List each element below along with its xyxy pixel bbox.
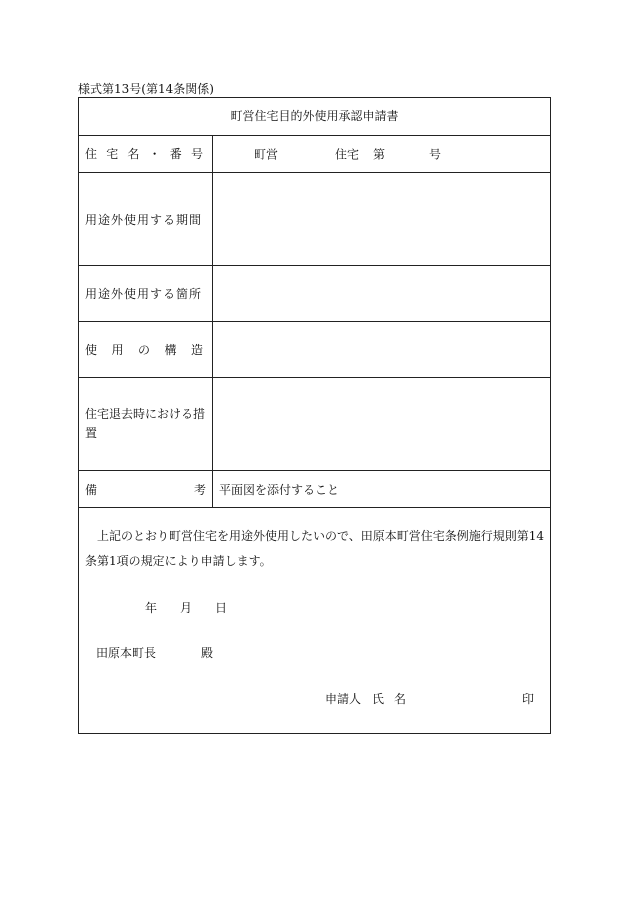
structure-label-cell [79,322,213,377]
label-char: 造 [190,343,203,357]
go-text: 号 [429,147,442,161]
location-value[interactable] [213,266,550,321]
name-label-2: 名 [394,692,407,706]
form-number: 様式第13号(第14条関係) [78,82,214,96]
label-char: 号 [190,147,203,161]
declaration-section [79,508,550,733]
remarks-value[interactable]: 平面図を添付すること [219,482,340,497]
structure-value[interactable] [213,322,550,377]
vacate-measures-row [79,378,550,471]
applicant-label: 申請人 [325,692,362,706]
label-char: 構 [164,343,177,357]
period-value[interactable] [213,173,550,265]
period-row [79,173,550,266]
house-name-number-row [79,135,550,173]
remarks-label-right: 考 [193,482,206,497]
label-char: ・ [148,147,161,161]
seal-mark: 印 [522,692,535,706]
house-name-number-label-cell [79,135,213,172]
date-day: 日 [215,601,228,615]
house-name-number-value [213,135,550,172]
town-managed-text: 町営 [254,147,279,161]
label-char: の [137,343,150,357]
house-text: 住宅 [335,147,360,161]
name-label-1: 氏 [372,692,385,706]
remarks-label-cell [79,471,213,507]
label-char: 用 [111,343,124,357]
vacate-measures-label: 住宅退去時における措置 [85,407,206,440]
form-title: 町営住宅目的外使用承認申請書 [79,98,550,136]
dai-text: 第 [373,147,386,161]
application-form [78,97,551,734]
declaration-text: 上記のとおり町営住宅を用途外使用したいので、田原本町営住宅条例施行規則第14条第1項の規定により申請します。 [85,529,545,568]
date-month: 月 [180,601,193,615]
location-row [79,266,550,322]
label-char: 名 [127,147,140,161]
remarks-row [79,471,550,508]
addressee: 田原本町長 [96,646,157,660]
date-year: 年 [145,601,158,615]
location-label: 用途外使用する箇所 [79,266,213,321]
honorific: 殿 [201,646,214,660]
label-char: 番 [169,147,182,161]
label-char: 使 [85,343,98,357]
vacate-measures-label-cell [79,378,213,470]
structure-label [85,341,203,358]
house-name-number-label [85,145,203,162]
structure-row [79,322,550,378]
period-label: 用途外使用する期間 [79,173,213,265]
vacate-measures-value[interactable] [213,378,550,470]
house-name-number-value-cell[interactable] [213,135,550,172]
label-char: 住 [85,147,98,161]
remarks-label-left: 備 [85,482,98,497]
label-char: 宅 [106,147,119,161]
